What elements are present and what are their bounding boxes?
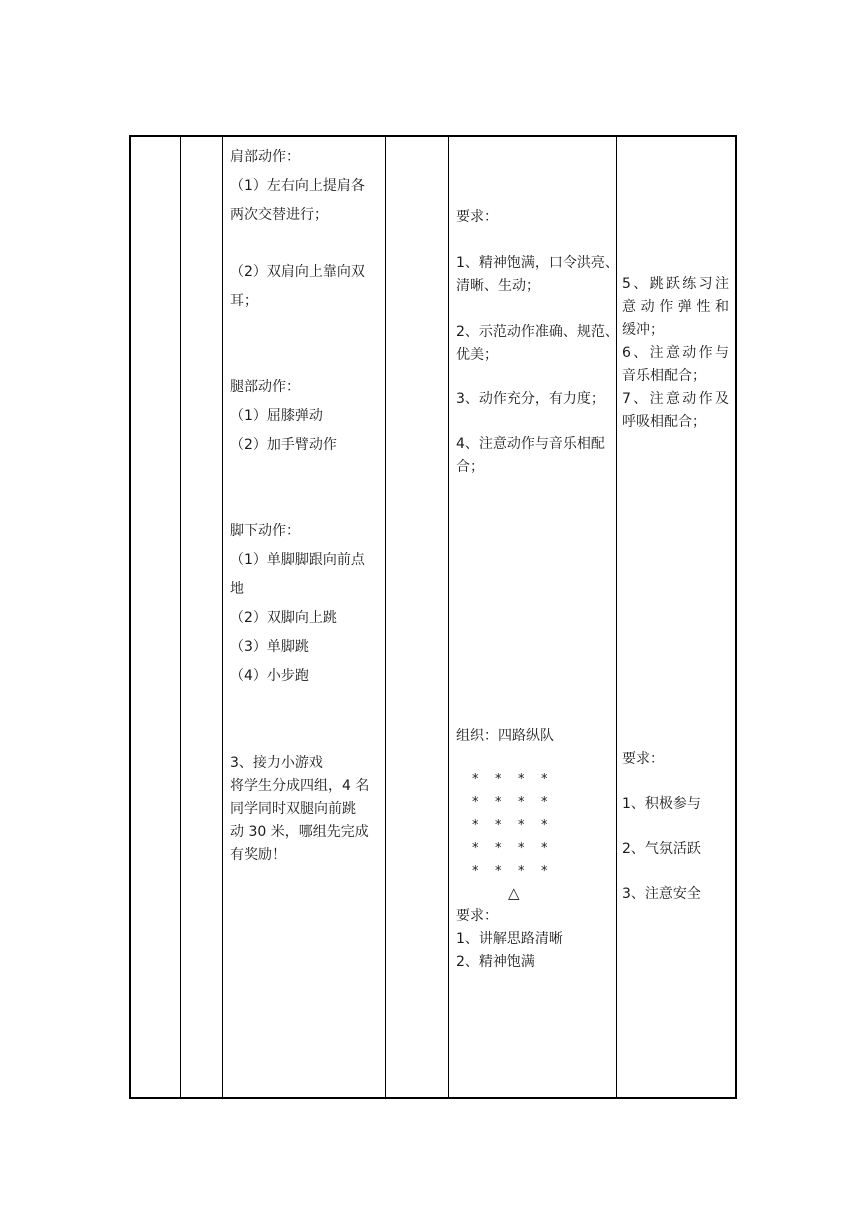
shoulder-step-1: （1）左右向上提肩各 bbox=[230, 178, 365, 194]
leg-step-1: （1）屈膝弹动 bbox=[230, 408, 323, 424]
student-mark: * bbox=[518, 818, 525, 833]
column-divider bbox=[616, 137, 617, 1097]
requirement-3: 3、动作充分，有力度； bbox=[456, 391, 605, 407]
organization-title: 组织：四路纵队 bbox=[456, 728, 554, 744]
note-6: 6、注意动作与 bbox=[622, 345, 729, 361]
game-line: 同学同时双腿向前跳 bbox=[230, 801, 356, 817]
column-divider bbox=[448, 137, 449, 1097]
note-7: 7、注意动作及 bbox=[622, 391, 729, 407]
requirements-title-2: 要求： bbox=[456, 908, 498, 924]
requirement-spirit: 2、精神饱满 bbox=[456, 954, 535, 970]
leg-step-2: （2）加手臂动作 bbox=[230, 437, 337, 453]
column-divider bbox=[180, 137, 181, 1097]
shoulder-step-2: （2）双肩向上靠向双 bbox=[230, 264, 365, 280]
requirement-4: 4、注意动作与音乐相配 bbox=[456, 436, 605, 452]
requirement-2: 2、示范动作准确、规范、 bbox=[456, 324, 619, 340]
student-mark: * bbox=[472, 864, 479, 879]
note-6-cont: 音乐相配合； bbox=[622, 368, 706, 384]
student-mark: * bbox=[495, 864, 502, 879]
note-7-cont: 呼吸相配合； bbox=[622, 414, 706, 430]
game-requirements-title: 要求： bbox=[622, 751, 664, 767]
leg-title: 腿部动作： bbox=[230, 379, 300, 395]
foot-step-2: （2）双脚向上跳 bbox=[230, 610, 337, 626]
student-mark: * bbox=[541, 841, 548, 856]
game-line: 动 30 米，哪组先完成 bbox=[230, 824, 369, 840]
student-mark: * bbox=[518, 772, 525, 787]
requirements-title: 要求： bbox=[456, 209, 498, 225]
game-title: 3、接力小游戏 bbox=[230, 755, 323, 771]
game-line: 有奖励！ bbox=[230, 847, 286, 863]
game-line: 将学生分成四组，4 名 bbox=[230, 778, 370, 794]
student-mark: * bbox=[472, 795, 479, 810]
requirement-explain: 1、讲解思路清晰 bbox=[456, 931, 563, 947]
requirement-1-cont: 清晰、生动； bbox=[456, 278, 540, 294]
shoulder-step-2-cont: 耳； bbox=[230, 293, 258, 309]
requirement-1: 1、精神饱满，口令洪亮、 bbox=[456, 255, 619, 271]
student-mark: * bbox=[472, 772, 479, 787]
game-requirement-2: 2、气氛活跃 bbox=[622, 841, 701, 857]
student-mark: * bbox=[495, 795, 502, 810]
student-mark: * bbox=[518, 795, 525, 810]
foot-step-3: （3）单脚跳 bbox=[230, 639, 309, 655]
note-5: 5、跳跃练习注 bbox=[622, 276, 729, 292]
shoulder-title: 肩部动作： bbox=[230, 149, 300, 165]
student-mark: * bbox=[541, 772, 548, 787]
student-mark: * bbox=[541, 795, 548, 810]
foot-step-4: （4）小步跑 bbox=[230, 668, 309, 684]
game-requirement-3: 3、注意安全 bbox=[622, 886, 701, 902]
note-5-end: 缓冲； bbox=[622, 322, 664, 338]
note-5-cont: 意动作弹性和 bbox=[622, 299, 729, 315]
column-divider bbox=[385, 137, 386, 1097]
student-mark: * bbox=[472, 841, 479, 856]
requirement-4-cont: 合； bbox=[456, 459, 484, 475]
foot-step-1: （1）单脚脚跟向前点 bbox=[230, 552, 365, 568]
shoulder-step-1-cont: 两次交替进行； bbox=[230, 207, 328, 223]
foot-step-1-cont: 地 bbox=[230, 581, 244, 597]
student-mark: * bbox=[541, 818, 548, 833]
student-mark: * bbox=[518, 841, 525, 856]
game-requirement-1: 1、积极参与 bbox=[622, 796, 701, 812]
student-mark: * bbox=[495, 841, 502, 856]
foot-title: 脚下动作： bbox=[230, 523, 300, 539]
student-mark: * bbox=[495, 818, 502, 833]
requirement-2-cont: 优美； bbox=[456, 347, 498, 363]
student-mark: * bbox=[495, 772, 502, 787]
column-divider bbox=[222, 137, 223, 1097]
student-mark: * bbox=[472, 818, 479, 833]
student-mark: * bbox=[518, 864, 525, 879]
student-mark: * bbox=[541, 864, 548, 879]
teacher-mark: △ bbox=[508, 884, 520, 902]
